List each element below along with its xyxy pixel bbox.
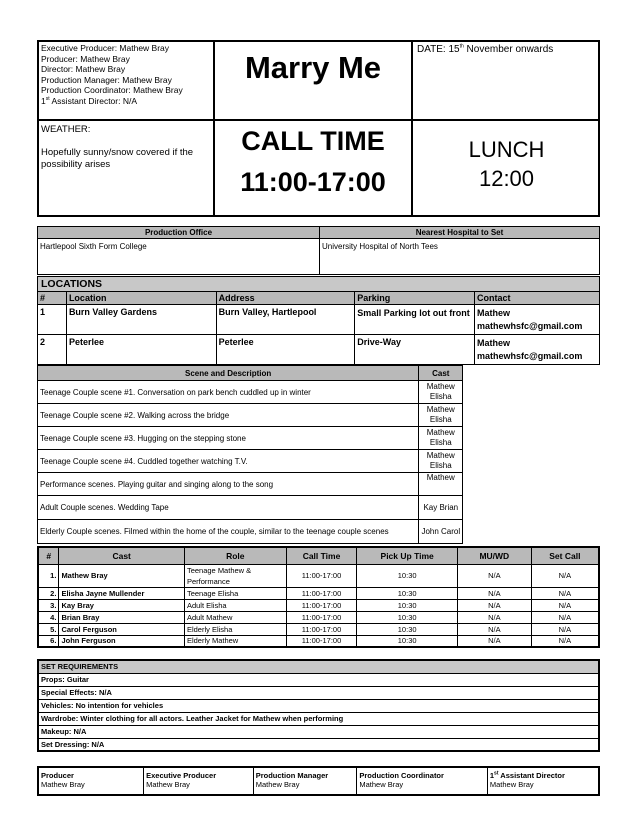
credit-line: Production Coordinator: Mathew Bray [41,85,183,95]
col-header: MU/WD [457,547,531,564]
col-header: # [38,547,59,564]
set-requirement-item: Makeup: N/A [38,725,599,738]
set-requirements-title: SET REQUIREMENTS [38,660,599,673]
col-header: # [38,292,67,305]
footer-row [38,767,599,795]
set-requirement-item: Special Effects: N/A [38,686,599,699]
hospital-value: University Hospital of North Tees [319,238,600,275]
table-row: Teenage Couple scene #4. Cuddled together watching T.V. Mathew Elisha [38,450,600,473]
col-header: Role [184,547,286,564]
footer-producer: Producer Mathew Bray [38,767,144,795]
col-header: Contact [475,292,600,305]
weather-text: Hopefully sunny/snow covered if the possibility arises [41,147,194,170]
table-row: 1 Burn Valley Gardens Burn Valley, Hartlepool Small Parking lot out front Mathew mathewhsfc@gmail.com [38,305,600,335]
credit-line: Producer: Mathew Bray [41,53,130,64]
col-header: Cast [59,547,185,564]
footer-production-coordinator: Production Coordinator Mathew Bray [357,767,488,795]
set-requirement-item: Vehicles: No intention for vehicles [38,699,599,712]
footer-table [37,766,600,796]
locations-header-row [38,292,600,305]
table-row: 5. Carol Ferguson Elderly Elisha 11:00-17:00 10:30 N/A N/A [38,623,599,635]
contact-cell: Mathew mathewhsfc@gmail.com [475,305,600,335]
col-header: Pick Up Time [357,547,458,564]
table-row: 4. Brian Bray Adult Mathew 11:00-17:00 10:30 N/A N/A [38,611,599,623]
cast-header-row [38,547,599,564]
call-time-label: CALL TIME [241,126,385,156]
credit-line: 1st Assistant Director: N/A [41,95,138,106]
col-header: Set Call [531,547,599,564]
footer-executive-producer: Executive Producer Mathew Bray [144,767,254,795]
call-time-value: 11:00-17:00 [240,167,386,197]
production-office-value: Hartlepool Sixth Form College [37,238,320,275]
table-row: Adult Couple scenes. Wedding Tape Kay Brian [38,496,600,520]
set-requirement-item: Set Dressing: N/A [38,738,599,751]
credit-line: Director: Mathew Bray [41,64,126,74]
table-row: 3. Kay Bray Adult Elisha 11:00-17:00 10:30 N/A N/A [38,599,599,611]
table-row: Teenage Couple scene #2. Walking across the bridge Mathew Elisha [38,404,600,427]
weather-label: WEATHER: [41,124,91,135]
set-requirement-item: Props: Guitar [38,673,599,686]
table-row: Teenage Couple scene #1. Conversation on park bench cuddled up in winter Mathew Elisha [38,381,600,404]
table-row: 1. Mathew Bray Teenage Mathew & Performance 11:00-17:00 10:30 N/A N/A [38,564,599,587]
table-row: 2 Peterlee Peterlee Drive-Way Mathew mathewhsfc@gmail.com [38,335,600,365]
lunch-value: 12:00 [478,166,535,191]
credits-block [41,43,211,106]
col-header: Location [66,292,216,305]
set-requirement-item: Wardrobe: Winter clothing for all actors. Leather Jacket for Mathew when performing [38,712,599,725]
locations-table [37,291,600,365]
cast-table [37,546,600,648]
credit-line: Production Manager: Mathew Bray [41,74,172,85]
production-office-header: Production Office [37,226,320,239]
credit-line: Executive Producer: Mathew Bray [41,43,170,53]
table-row: Teenage Couple scene #3. Hugging on the stepping stone Mathew Elisha [38,427,600,450]
scene-header: Scene and Description [38,366,419,381]
table-row: 6. John Ferguson Elderly Mathew 11:00-17:00 10:30 N/A N/A [38,635,599,647]
contact-cell: Mathew mathewhsfc@gmail.com [475,335,600,365]
table-row: 2. Elisha Jayne Mullender Teenage Elisha 11:00-17:00 10:30 N/A N/A [38,587,599,599]
cast-header: Cast [419,366,463,381]
set-requirements-table [37,659,600,752]
table-row: Elderly Couple scenes. Filmed within the home of the couple, similar to the teenage couple scenes John Carol [38,520,600,544]
table-row: Performance scenes. Playing guitar and singing along to the song Mathew [38,473,600,496]
hospital-header: Nearest Hospital to Set [319,226,600,239]
footer-production-manager: Production Manager Mathew Bray [253,767,357,795]
scenes-header-row [38,366,600,381]
header-divider-h [37,119,600,121]
footer-assistant-director: 1st Assistant Director Mathew Bray [487,767,599,795]
date-field: DATE: 15th November onwards [417,43,554,55]
locations-title: LOCATIONS [37,276,600,292]
col-header: Parking [355,292,475,305]
col-header: Call Time [286,547,357,564]
col-header: Address [216,292,355,305]
lunch-label: LUNCH [468,137,545,162]
scenes-table [37,365,600,544]
page-title: Marry Me [244,50,382,85]
